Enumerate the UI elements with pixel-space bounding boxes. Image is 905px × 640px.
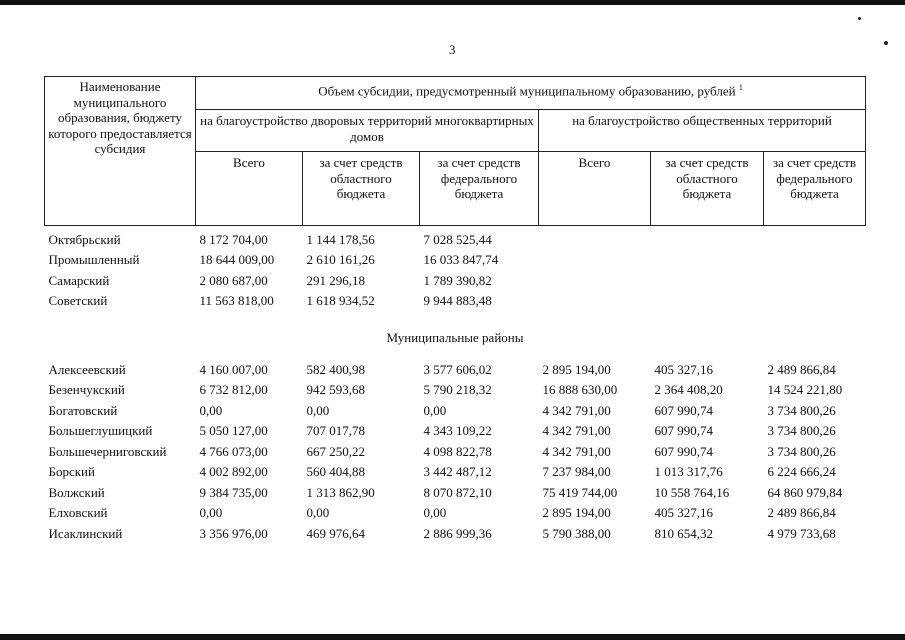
amount-cell: 667 250,22: [306, 443, 365, 459]
amount-cell: 2 080 687,00: [199, 272, 268, 288]
amount-cell: [764, 270, 866, 291]
amount-cell: 2 489 866,84: [767, 361, 836, 377]
amount-cell: 8 172 704,00: [199, 231, 268, 247]
amount-cell: 16 888 630,00: [542, 382, 618, 397]
table-row: [45, 270, 866, 291]
amount-cell: 3 734 800,26: [767, 402, 836, 418]
table-row: [45, 503, 866, 524]
amount-cell: 1 618 934,52: [306, 293, 375, 308]
amount-cell: 75 419 744,00: [542, 484, 618, 500]
amount-cell: 14 524 221,80: [767, 382, 843, 397]
amount-cell: 0,00: [199, 505, 223, 520]
table-row: [45, 441, 866, 462]
amount-cell: 2 886 999,36: [423, 525, 492, 541]
page-number: 3: [449, 42, 456, 57]
table-row: [45, 400, 866, 421]
section-title: Муниципальные районы: [386, 329, 524, 345]
amount-cell: 64 860 979,84: [767, 484, 843, 500]
header-total-yards: Всего: [233, 155, 265, 170]
municipality-name: Октябрьский: [48, 231, 121, 247]
amount-cell: 4 343 109,22: [423, 423, 492, 438]
table-row: [45, 462, 866, 483]
amount-cell: 16 033 847,74: [423, 252, 499, 267]
amount-cell: 2 489 866,84: [767, 505, 836, 520]
municipality-name: Большеглушицкий: [48, 423, 153, 438]
table-row: [45, 250, 866, 271]
municipality-name: Большечерниговский: [48, 443, 167, 459]
scan-speck: [884, 41, 888, 45]
amount-cell: 0,00: [199, 402, 223, 418]
amount-cell: 7 237 984,00: [542, 464, 611, 479]
amount-cell: 4 002 892,00: [199, 464, 268, 479]
amount-cell: [764, 250, 866, 271]
amount-cell: 6 732 812,00: [199, 382, 268, 397]
header-regional-yards: за счет средств областного бюджета: [319, 155, 403, 201]
amount-cell: 0,00: [306, 402, 330, 418]
header-subsidy-volume: Объем субсидии, предусмотренный муниципальному образованию, рублей: [318, 83, 736, 99]
amount-cell: [764, 226, 866, 250]
table-row: [45, 291, 866, 312]
amount-cell: 3 442 487,12: [423, 464, 492, 479]
amount-cell: 1 013 317,76: [654, 464, 723, 479]
scan-border-top: [0, 0, 905, 5]
amount-cell: 1 144 178,56: [306, 231, 375, 247]
amount-cell: 9 384 735,00: [199, 484, 268, 500]
amount-cell: 5 050 127,00: [199, 423, 268, 438]
amount-cell: 0,00: [306, 505, 330, 520]
amount-cell: 8 070 872,10: [423, 484, 492, 500]
amount-cell: [539, 270, 651, 291]
amount-cell: 4 766 073,00: [199, 443, 268, 459]
table-row: [45, 421, 866, 442]
municipality-name: Советский: [48, 293, 108, 308]
amount-cell: 10 558 764,16: [654, 484, 730, 500]
amount-cell: 942 593,68: [306, 382, 365, 397]
amount-cell: 810 654,32: [654, 525, 713, 541]
amount-cell: 2 364 408,20: [654, 382, 723, 397]
municipality-name: Промышленный: [48, 252, 140, 267]
amount-cell: 5 790 388,00: [542, 525, 611, 541]
header-municipality: Наименование муниципального образования, бюджету которого предоставляется субсидия: [48, 79, 192, 156]
amount-cell: 3 577 606,02: [423, 361, 492, 377]
amount-cell: 560 404,88: [306, 464, 365, 479]
amount-cell: 4 342 791,00: [542, 423, 611, 438]
amount-cell: [539, 291, 651, 312]
header-federal-public: за счет средств федерального бюджета: [773, 155, 856, 201]
amount-cell: 11 563 818,00: [199, 293, 274, 308]
amount-cell: 5 790 218,32: [423, 382, 492, 397]
amount-cell: 4 979 733,68: [767, 525, 836, 541]
amount-cell: 6 224 666,24: [767, 464, 836, 479]
amount-cell: [764, 291, 866, 312]
scan-border-bottom: [0, 634, 905, 640]
section-row: [45, 311, 866, 347]
amount-cell: [539, 226, 651, 250]
table-row: [45, 482, 866, 503]
municipality-name: Елховский: [48, 505, 108, 520]
amount-cell: 2 895 194,00: [542, 505, 611, 520]
scan-speck: [858, 17, 861, 20]
amount-cell: 1 313 862,90: [306, 484, 375, 500]
amount-cell: 4 342 791,00: [542, 443, 611, 459]
amount-cell: 607 990,74: [654, 423, 713, 438]
header-footnote-mark: 1: [738, 83, 743, 92]
municipality-name: Самарский: [48, 272, 110, 288]
amount-cell: 3 734 800,26: [767, 423, 836, 438]
amount-cell: 707 017,78: [306, 423, 365, 438]
amount-cell: [539, 250, 651, 271]
amount-cell: 4 098 822,78: [423, 443, 492, 459]
amount-cell: 405 327,16: [654, 361, 713, 377]
amount-cell: [651, 226, 764, 250]
amount-cell: 291 296,18: [306, 272, 365, 288]
amount-cell: [651, 250, 764, 271]
amount-cell: 3 356 976,00: [199, 525, 268, 541]
header-total-public: Всего: [578, 155, 611, 170]
amount-cell: 18 644 009,00: [199, 252, 275, 267]
amount-cell: 469 976,64: [306, 525, 365, 541]
table-body: [45, 226, 866, 544]
amount-cell: 4 342 791,00: [542, 402, 611, 418]
amount-cell: [651, 270, 764, 291]
table-row: [45, 380, 866, 401]
amount-cell: 4 160 007,00: [199, 361, 268, 377]
amount-cell: 0,00: [423, 402, 447, 418]
amount-cell: 607 990,74: [654, 443, 713, 459]
subsidy-table: [44, 76, 866, 544]
amount-cell: 582 400,98: [306, 361, 365, 377]
header-public-territories: на благоустройство общественных территорий: [572, 113, 832, 128]
municipality-name: Волжский: [48, 484, 105, 500]
municipality-name: Безенчукский: [48, 382, 125, 397]
amount-cell: 0,00: [423, 505, 447, 520]
spacer-cell: [45, 347, 866, 359]
municipality-name: Исаклинский: [48, 525, 123, 541]
header-yard-territories: на благоустройство дворовых территорий многоквартирных домов: [200, 113, 534, 144]
amount-cell: 2 610 161,26: [306, 252, 375, 267]
header-federal-yards: за счет средств федерального бюджета: [437, 155, 521, 201]
municipality-name: Алексеевский: [48, 361, 126, 377]
table-row: [45, 226, 866, 250]
amount-cell: 405 327,16: [654, 505, 713, 520]
amount-cell: 9 944 883,48: [423, 293, 492, 308]
municipality-name: Борский: [48, 464, 95, 479]
amount-cell: 607 990,74: [654, 402, 713, 418]
amount-cell: 7 028 525,44: [423, 231, 492, 247]
amount-cell: 3 734 800,26: [767, 443, 836, 459]
table-row: [45, 523, 866, 544]
amount-cell: 1 789 390,82: [423, 272, 492, 288]
header-regional-public: за счет средств областного бюджета: [665, 155, 749, 201]
amount-cell: 2 895 194,00: [542, 361, 611, 377]
table-row: [45, 359, 866, 380]
municipality-name: Богатовский: [48, 402, 118, 418]
amount-cell: [651, 291, 764, 312]
spacer-row: [45, 347, 866, 359]
